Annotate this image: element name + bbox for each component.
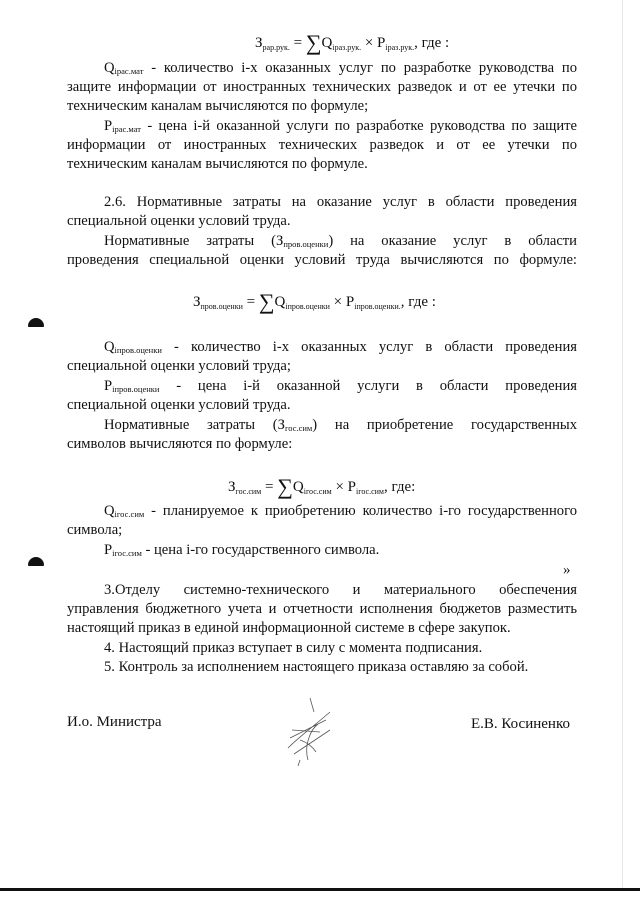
formula-development-guide: $З_{рар.рук.} = \sum Q_{iраз.рук.} \times P_{iраз.рук.}$, где : — [255, 30, 450, 55]
definition-q2: $Q_{iпров.оценки}$ - количество i-х оказанных услуг в области проведения — [104, 339, 577, 355]
state-symbols-text: Нормативные затраты $(З_{гос.сим})$ на приобретение государственных — [104, 417, 577, 433]
definition-q1-line3: техническим каналам вычисляются по формуле; — [67, 98, 369, 114]
section-2-6-heading: 2.6. Нормативные затраты на оказание услуг в области проведения — [104, 194, 577, 210]
definition-p1-line2: информации от иностранных технических разведок и от ее утечки по — [67, 137, 577, 153]
closing-quote-mark: » — [563, 562, 571, 578]
definition-q3-line2: символа; — [67, 522, 123, 538]
section-2-6-heading-line2: специальной оценки условий труда. — [67, 213, 291, 229]
signatory-name: Е.В. Косиненко — [471, 716, 570, 732]
section-2-6-text-line2: проведения специальной оценки условий труда вычисляются по формуле: — [67, 252, 577, 268]
definition-p1-line3: техническим каналам вычисляются по формуле. — [67, 156, 368, 172]
formula-state-symbols: $З_{гос.сим} = \sum Q_{iгос.сим} \times P_{iгос.сим}$, где: — [228, 474, 416, 499]
definition-p2: $P_{iпров.оценки}$ - цена i-й оказанной услуги в области проведения — [104, 378, 577, 394]
binding-hole-mark — [28, 318, 44, 327]
bottom-edge-line — [0, 888, 640, 891]
item-5: 5. Контроль за исполнением настоящего приказа оставляю за собой. — [104, 659, 529, 675]
binding-hole-mark — [28, 557, 44, 566]
definition-p3: $P_{iгос.сим}$ - цена i-го государственного символа. — [104, 542, 380, 558]
page-edge-line — [622, 0, 623, 890]
section-2-6-text: Нормативные затраты $(З_{пров.оценки})$ на оказание услуг в области — [104, 233, 577, 249]
definition-q3: $Q_{iгос.сим}$ - планируемое к приобретению количество i-го государственного — [104, 503, 577, 519]
handwritten-signature — [270, 690, 350, 770]
definition-q1-line2: защите информации от иностранных технических разведок и от ее утечки по — [67, 79, 577, 95]
definition-q1: $Q_{iрас.мат}$ - количество i-х оказанных услуг по разработке руководства по — [104, 60, 577, 76]
definition-q2-line2: специальной оценки условий труда; — [67, 358, 291, 374]
definition-p1: $P_{iрас.мат}$ - цена i-й оказанной услуги по разработке руководства по защите — [104, 118, 577, 134]
state-symbols-text-line2: символов вычисляются по формуле: — [67, 436, 293, 452]
item-3-line2: управления бюджетного учета и отчетности исполнения бюджетов разместить — [67, 601, 577, 617]
formula-special-assessment: $З_{пров.оценки} = \sum Q_{iпров.оценки} \times P_{iпров.оценки.}$, где : — [193, 289, 436, 314]
signatory-title: И.о. Министра — [67, 714, 162, 730]
item-3: 3.Отделу системно-технического и материального обеспечения — [104, 582, 577, 598]
item-3-line3: настоящий приказ в единой информационной системе в сфере закупок. — [67, 620, 511, 636]
definition-p2-line2: специальной оценки условий труда. — [67, 397, 291, 413]
item-4: 4. Настоящий приказ вступает в силу с момента подписания. — [104, 640, 483, 656]
